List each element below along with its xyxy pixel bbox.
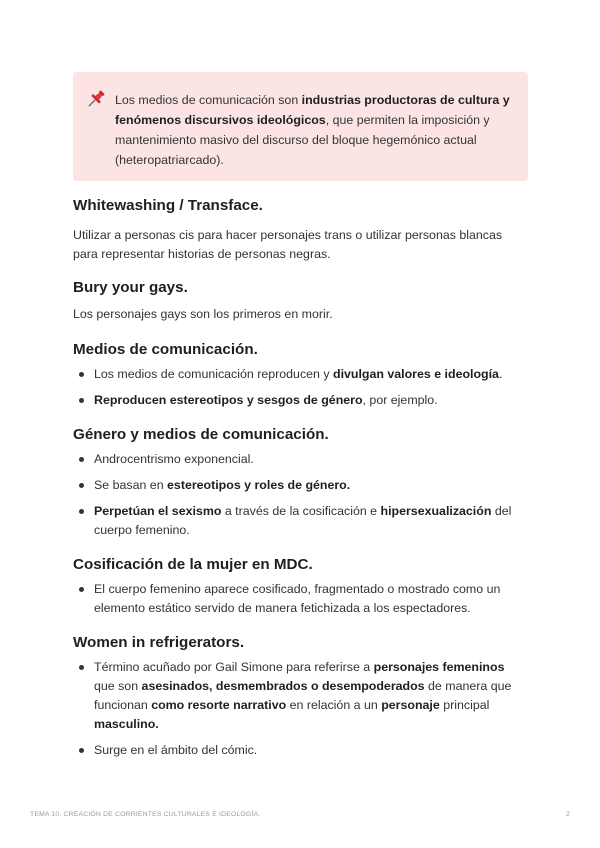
section-heading-whitewashing: Whitewashing / Transface. — [73, 197, 263, 214]
bold-text: asesinados, desmembrados o desempoderados — [141, 679, 425, 693]
bullet-dot — [79, 483, 84, 488]
section-heading-cosificacion: Cosificación de la mujer en MDC. — [73, 556, 313, 573]
section-text-bury-your-gays: Los personajes gays son los primeros en morir. — [73, 307, 333, 321]
bullet-dot — [79, 398, 84, 403]
bold-text: estereotipos y roles de género. — [167, 478, 351, 492]
bold-text: como resorte narrativo — [151, 698, 287, 712]
section-text-whitewashing: Utilizar a personas cis para hacer personajes trans o utilizar personas blancas para representar historias de personas negras. — [73, 228, 503, 261]
pushpin-icon — [85, 88, 107, 110]
list-item — [73, 365, 528, 384]
list-item-text: Se basan en estereotipos y roles de género. — [94, 478, 351, 492]
list-item — [73, 658, 528, 734]
section-heading-medios: Medios de comunicación. — [73, 341, 258, 358]
bullet-list-cosificacion — [73, 580, 528, 618]
list-item — [73, 580, 528, 618]
list-item — [73, 391, 528, 410]
section-heading-bury-your-gays: Bury your gays. — [73, 279, 188, 296]
bold-text: Reproducen estereotipos y sesgos de género — [94, 393, 363, 407]
bullet-list-medios — [73, 365, 528, 410]
bullet-dot — [79, 457, 84, 462]
callout-text: Los medios de comunicación son industrias productoras de cultura y fenómenos discursivos ideológicos, que permiten la imposición y mantenimiento masivo del discurso del bloque hegemónico actual (heteropatriarcado). — [115, 93, 510, 167]
list-item-text: Reproducen estereotipos y sesgos de género, por ejemplo. — [94, 393, 438, 407]
bullet-dot — [79, 665, 84, 670]
footer-title: TEMA 10. CREACIÓN DE CORRIENTES CULTURALES E IDEOLOGÍA. — [30, 811, 261, 818]
bold-text: industrias productoras de cultura y fenómenos discursivos ideológicos — [115, 93, 510, 127]
bullet-list-women-in-refrigerators — [73, 658, 528, 760]
bold-text: personajes femeninos — [373, 660, 505, 674]
page-number: 2 — [566, 811, 570, 818]
bold-text: divulgan valores e ideología — [333, 367, 499, 381]
list-item-text: Término acuñado por Gail Simone para referirse a personajes femeninos que son asesinados, desmembrados o desempoderados de manera que funcionan como resorte narrativo en relación a un personaje principal masculino. — [94, 660, 512, 731]
bullet-dot — [79, 509, 84, 514]
list-item-text: El cuerpo femenino aparece cosificado, fragmentado o mostrado como un elemento estático servido de manera fetichizada a los espectadores. — [94, 582, 501, 615]
list-item — [73, 476, 528, 495]
bullet-dot — [79, 748, 84, 753]
list-item — [73, 741, 528, 760]
callout-box — [73, 72, 528, 181]
bullet-dot — [79, 587, 84, 592]
list-item-text: Androcentrismo exponencial. — [94, 452, 254, 466]
section-heading-women-in-refrigerators: Women in refrigerators. — [73, 634, 245, 651]
section-heading-genero-medios: Género y medios de comunicación. — [73, 426, 329, 443]
list-item — [73, 502, 528, 540]
bold-text: personaje — [381, 698, 440, 712]
bold-text: hipersexualización — [380, 504, 492, 518]
list-item — [73, 450, 528, 469]
bullet-list-genero-medios — [73, 450, 528, 540]
main-content — [73, 190, 528, 760]
bullet-dot — [79, 372, 84, 377]
bold-text: masculino. — [94, 717, 159, 731]
list-item-text: Perpetúan el sexismo a través de la cosificación e hipersexualización del cuerpo femenino. — [94, 504, 512, 537]
bold-text: Perpetúan el sexismo — [94, 504, 222, 518]
list-item-text: Los medios de comunicación reproducen y divulgan valores e ideología. — [94, 367, 503, 381]
list-item-text: Surge en el ámbito del cómic. — [94, 743, 258, 757]
